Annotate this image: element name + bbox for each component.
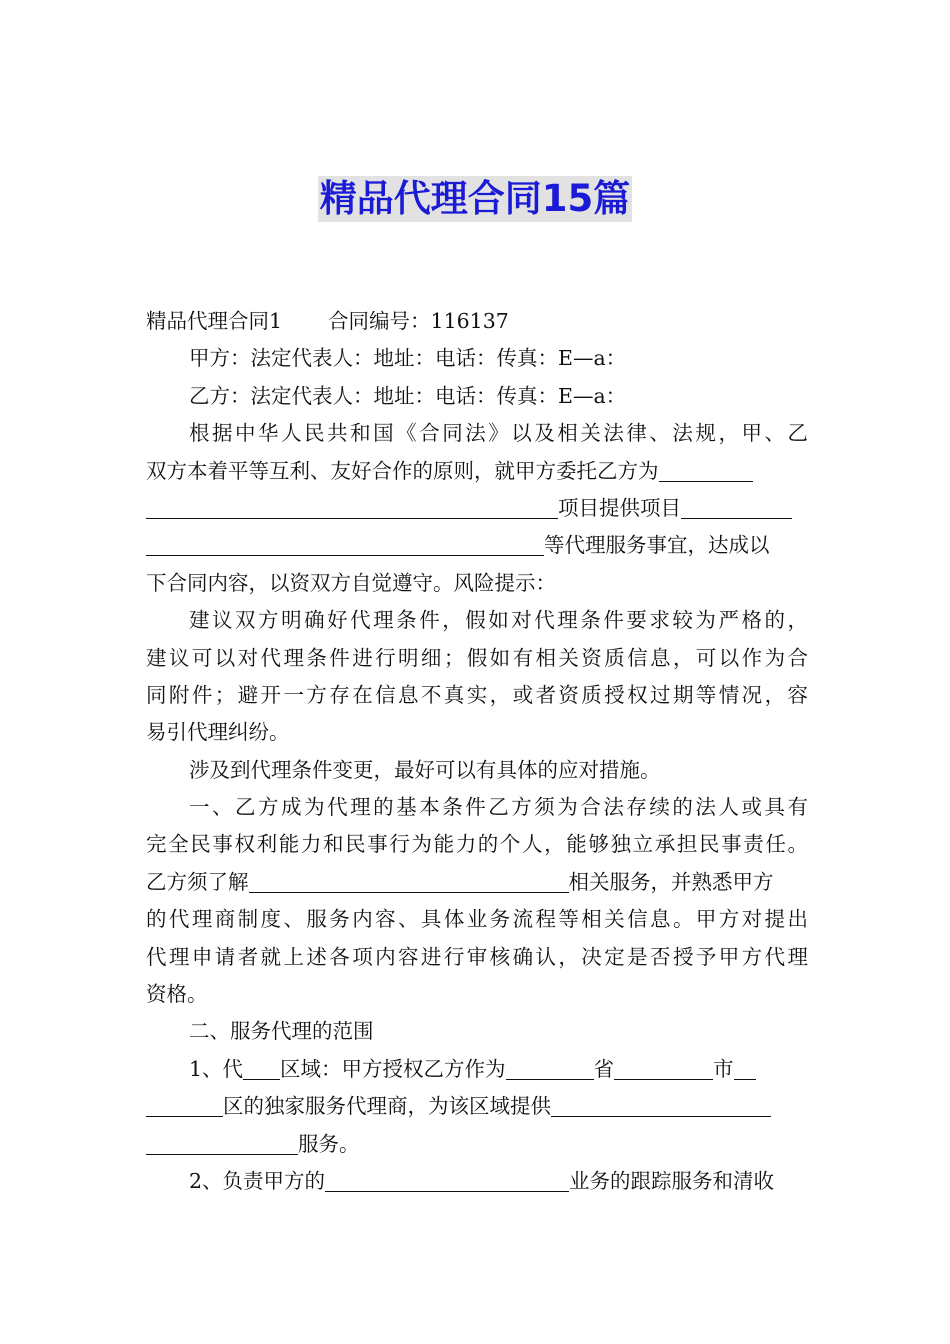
- paragraph-line: 涉及到代理条件变更，最好可以有具体的应对措施。: [189, 757, 661, 782]
- contract-number: 合同编号：116137: [328, 309, 509, 333]
- fill-in-blank: [146, 1090, 223, 1117]
- paragraph-line: 建议双方明确好代理条件，假如对代理条件要求较为严格的，: [189, 608, 808, 633]
- fill-in-blank: [551, 1090, 771, 1117]
- paragraph-line: 一、乙方成为代理的基本条件乙方须为合法存续的法人或具有: [189, 795, 808, 820]
- fill-in-blank: [614, 1053, 713, 1080]
- paragraph-line: 服务。: [146, 1126, 808, 1163]
- party-a-line: 甲方：法定代表人：地址：电话：传真：E—a：: [189, 346, 627, 371]
- paragraph-line: 乙方须了解 相关服务，并熟悉甲方: [146, 864, 808, 901]
- fill-in-blank: [249, 866, 569, 893]
- paragraph-line: 完全民事权利能力和民事行为能力的个人，能够独立承担民事责任。: [146, 832, 808, 857]
- paragraph-line: 2、负责甲方的 业务的跟踪服务和清收: [146, 1163, 808, 1200]
- paragraph-line: 区的独家服务代理商，为该区域提供: [146, 1088, 808, 1125]
- title-container: [0, 176, 950, 222]
- paragraph-line: 下合同内容，以资双方自觉遵守。风险提示：: [146, 570, 556, 595]
- fill-in-blank: [506, 1053, 594, 1080]
- document-body: [146, 303, 808, 1200]
- fill-in-blank: [734, 1053, 756, 1080]
- paragraph-line: 建议可以对代理条件进行明细；假如有相关资质信息，可以作为合: [146, 645, 808, 670]
- paragraph-line: 的代理商制度、服务内容、具体业务流程等相关信息。甲方对提出: [146, 907, 808, 932]
- contract-name: 精品代理合同1: [146, 309, 283, 333]
- party-b-line: 乙方：法定代表人：地址：电话：传真：E—a：: [189, 383, 627, 408]
- paragraph-line: 资格。: [146, 982, 208, 1007]
- fill-in-blank: [146, 1128, 298, 1155]
- document-title: 精品代理合同15篇: [319, 177, 631, 220]
- paragraph-line: 等代理服务事宜，达成以: [146, 527, 808, 564]
- paragraph-line: 代理申请者就上述各项内容进行审核确认，决定是否授予甲方代理: [146, 944, 808, 969]
- fill-in-blank: [681, 492, 792, 519]
- fill-in-blank: [243, 1053, 280, 1080]
- paragraph-line: 双方本着平等互利、友好合作的原则，就甲方委托乙方为: [146, 453, 808, 490]
- paragraph-line: 根据中华人民共和国《合同法》以及相关法律、法规，甲、乙: [189, 421, 808, 446]
- paragraph-line: 项目提供项目: [146, 490, 808, 527]
- fill-in-blank: [146, 492, 558, 519]
- fill-in-blank: [146, 529, 544, 556]
- contract-header-line: [146, 303, 808, 340]
- paragraph-line: 易引代理纠纷。: [146, 720, 290, 745]
- paragraph-line: 1、代 区域：甲方授权乙方作为 省 市: [146, 1051, 808, 1088]
- fill-in-blank: [325, 1165, 569, 1192]
- paragraph-line: 同附件；避开一方存在信息不真实，或者资质授权过期等情况，容: [146, 682, 808, 707]
- fill-in-blank: [659, 455, 753, 482]
- section-heading: 二、服务代理的范围: [189, 1019, 374, 1044]
